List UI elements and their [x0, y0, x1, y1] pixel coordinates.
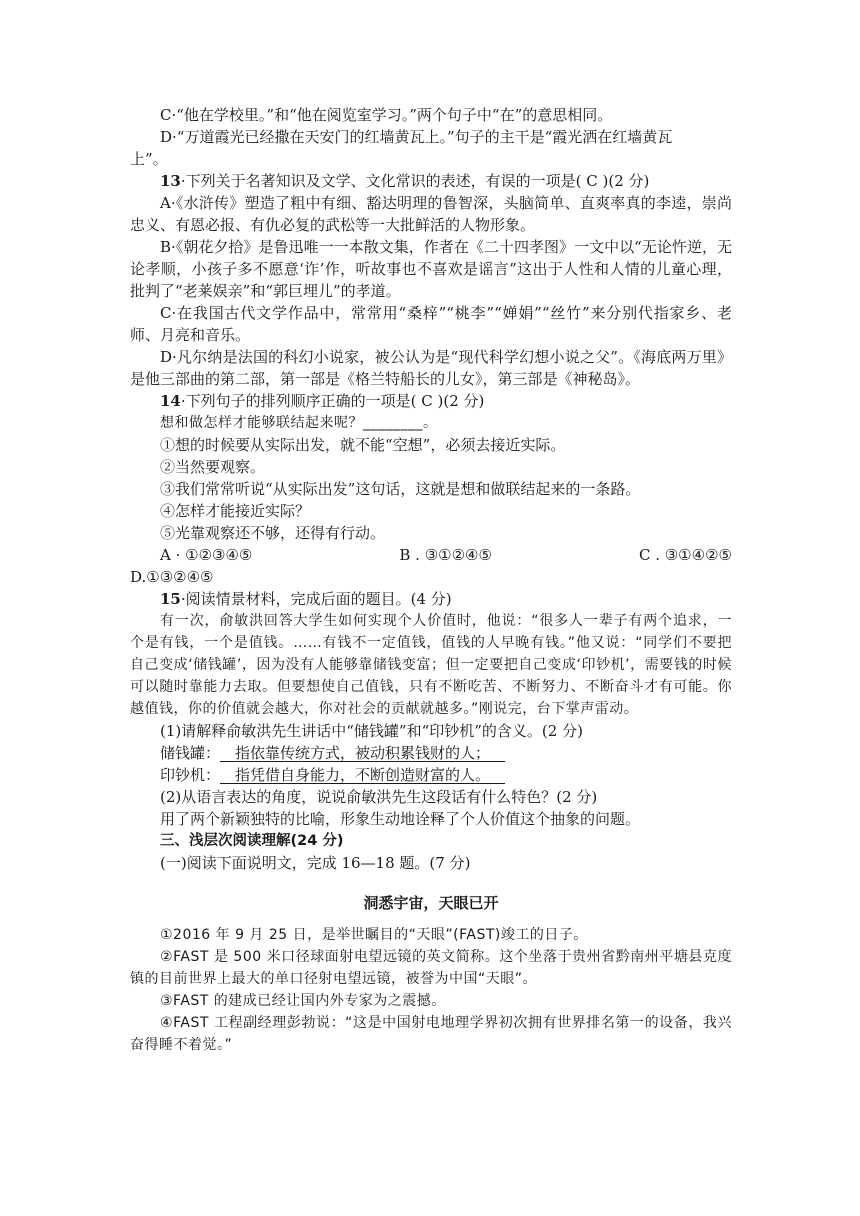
part-instructions: (一)阅读下面说明文，完成 16—18 题。(7 分)	[160, 854, 471, 872]
question-14-sentence-5: ⑤光靠观察还不够，还得有行动。	[160, 524, 386, 542]
option-c-line: C·“他在学校里。”和“他在阅览室学习。”两个句子中“在”的意思相同。	[160, 106, 613, 124]
question-13-number: 13	[160, 172, 181, 190]
question-13-stem	[130, 170, 732, 192]
question-15-stem	[130, 588, 732, 610]
option-d-line-cont: 上”。	[130, 150, 168, 168]
question-14-lead: 想和做怎样才能够联结起来呢？________。	[160, 415, 438, 431]
question-15-number: 15	[160, 590, 181, 608]
question-15-answer-1	[130, 742, 732, 764]
section-heading: 三、浅层次阅读理解(24 分)	[160, 833, 344, 849]
question-14-sentence-2: ②当然要观察。	[160, 458, 266, 476]
article-paragraph-4: ④FAST 工程副经理彭勃说：“这是中国射电地理学界初次拥有世界排名第一的设备，我兴奋得睡不着觉。”	[130, 1015, 732, 1053]
question-14-option-a: A · ①②③④⑤	[160, 546, 253, 564]
question-15-answer-sub-2: 用了两个新颖独特的比喻，形象生动地诠释了个人价值这个抽象的问题。	[160, 810, 641, 828]
question-15-answer-2	[130, 764, 732, 786]
question-14-sentence-4: ④怎样才能接近实际？	[160, 502, 311, 520]
answer-text-1: __指依靠传统方式，被动积累钱财的人；__	[220, 744, 506, 762]
question-15-material: 有一次，俞敏洪回答大学生如何实现个人价值时，他说：“很多人一辈子有两个追求，一个是有钱，一个是值钱。……有钱不一定值钱，值钱的人早晚有钱。”他又说：“同学们不要把自己变成‘储钱罐’，因为没有人能够靠储钱变富；但一定要把自己变成‘印钞机’，需要钱的时候可以随时靠能力去取。但要想使自己值钱，只有不断吃苦、不断努力、不断奋斗才有可能。你越值钱，你的价值就会越大，你对社会的贡献就越多。”刚说完，台下掌声雷动。	[130, 613, 732, 717]
question-14-sentence-3: ③我们常常听说“从实际出发”这句话，这就是想和做联结起来的一条路。	[160, 480, 641, 498]
answer-text-2: __指凭借自身能力，不断创造财富的人。__	[220, 766, 506, 784]
term-label-1: 储钱罐：	[160, 744, 221, 762]
question-15-sub-2: (2)从语言表达的角度，说说俞敏洪先生这段话有什么特色？(2 分)	[160, 788, 598, 806]
article-paragraph-1: ①2016 年 9 月 25 日，是举世瞩目的“天眼”(FAST)竣工的日子。	[160, 927, 588, 943]
question-13-option-a: A·《水浒传》塑造了粗中有细、豁达明理的鲁智深，头脑简单、直爽率真的李逵，崇尚忠义、有恩必报、有仇必复的武松等一大批鲜活的人物形象。	[130, 194, 732, 234]
question-14-options	[130, 544, 732, 566]
question-14-text: ·下列句子的排列顺序正确的一项是( C )(2 分)	[180, 392, 485, 410]
option-d-line: D·“万道霞光已经撒在天安门的红墙黄瓦上。”句子的主干是“霞光洒在红墙黄瓦	[160, 128, 673, 146]
question-14-option-d: D.①③②④⑤	[130, 568, 214, 586]
question-15-text: ·阅读情景材料，完成后面的题目。(4 分)	[180, 590, 452, 608]
question-14-option-c: C . ③①④②⑤	[638, 546, 732, 564]
question-13-text: ·下列关于名著知识及文学、文化常识的表述，有误的一项是( C )(2 分)	[180, 172, 650, 190]
question-13-option-d: D·凡尔纳是法国的科幻小说家，被公认为是“现代科学幻想小说之父”。《海底两万里》是他三部曲的第二部，第一部是《格兰特船长的儿女》，第三部是《神秘岛》。	[130, 348, 732, 388]
term-label-2: 印钞机：	[160, 766, 221, 784]
question-13-option-b: B·《朝花夕拾》是鲁迅唯一一本散文集，作者在《二十四孝图》一文中以“无论忤逆，无论孝顺，小孩子多不愿意‘诈’作，听故事也不喜欢是谣言”这出于人性和人情的儿童心理，批判了“老莱娱亲”和“郭巨埋儿”的孝道。	[130, 238, 732, 300]
question-13-option-c: C·在我国古代文学作品中，常常用“桑梓”“桃李”“婵娟”“丝竹”来分别代指家乡、老师、月亮和音乐。	[130, 304, 732, 344]
question-15-sub-1: (1)请解释俞敏洪先生讲话中“储钱罐”和“印钞机”的含义。(2 分)	[160, 722, 583, 740]
question-14-option-b: B . ③①②④⑤	[399, 546, 492, 564]
article-paragraph-2: ②FAST 是 500 米口径球面射电望远镜的英文简称。这个坐落于贵州省黔南州平塘县克度镇的目前世界上最大的单口径射电望远镜，被誉为中国“天眼”。	[130, 949, 732, 987]
article-title: 洞悉宇宙，天眼已开	[363, 894, 499, 912]
question-14-stem	[130, 390, 732, 412]
article-paragraph-3: ③FAST 的建成已经让国内外专家为之震撼。	[160, 993, 446, 1009]
question-14-sentence-1: ①想的时候要从实际出发，就不能“空想”，必须去接近实际。	[160, 436, 566, 454]
question-14-number: 14	[160, 392, 181, 410]
